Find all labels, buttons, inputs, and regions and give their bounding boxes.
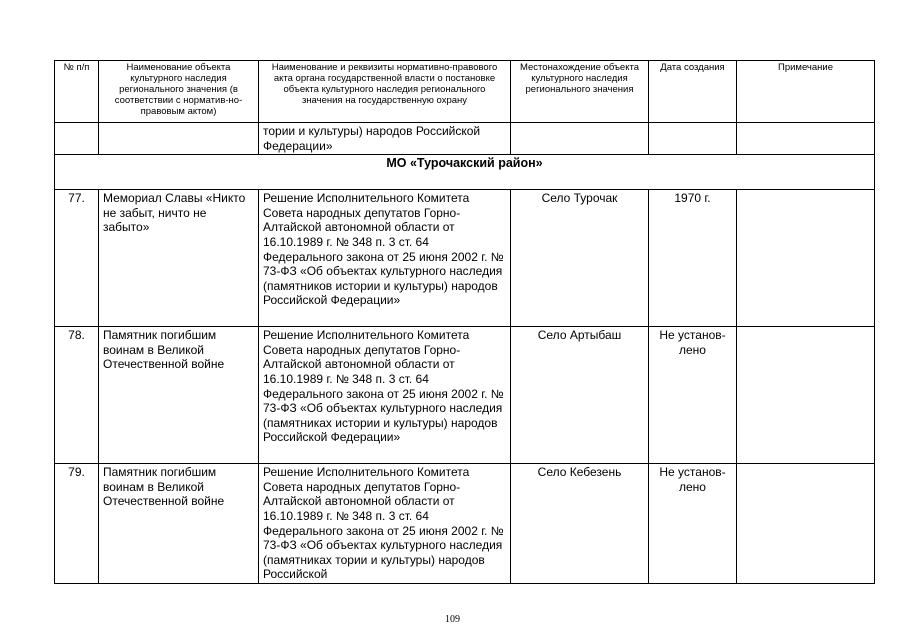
row-name: Памятник погибшим воинам в Великой Отечественной войне bbox=[99, 327, 259, 464]
row-note bbox=[737, 327, 875, 464]
row-num: 77. bbox=[55, 190, 99, 327]
section-title: МО «Турочакский район» bbox=[55, 155, 875, 190]
header-date: Дата создания bbox=[649, 61, 737, 123]
row-date: 1970 г. bbox=[649, 190, 737, 327]
row-note bbox=[737, 464, 875, 584]
row-num: 78. bbox=[55, 327, 99, 464]
table-row bbox=[55, 327, 875, 464]
section-row bbox=[55, 155, 875, 190]
row-location: Село Турочак bbox=[511, 190, 649, 327]
header-name: Наименование объекта культурного наследия регионального значения (в соответствии с норматив-но-правовым актом) bbox=[99, 61, 259, 123]
table-header-row bbox=[55, 61, 875, 123]
row-note bbox=[737, 190, 875, 327]
row-name: Памятник погибшим воинам в Великой Отечественной войне bbox=[99, 464, 259, 584]
header-note: Примечание bbox=[737, 61, 875, 123]
row-act: Решение Исполнительного Комитета Совета народных депутатов Горно-Алтайской автономной области от 16.10.1989 г. № 348 п. 3 ст. 64 Федерального закона от 25 июня 2002 г. № 73-ФЗ «Об объектах культурного наследия (памятниках истории и культуры) народов Российской Федерации» bbox=[259, 327, 511, 464]
header-act: Наименование и реквизиты нормативно-правового акта органа государственной власти о постановке объекта культурного наследия регионального значения на государственную охрану bbox=[259, 61, 511, 123]
continuation-act: тории и культуры) народов Российской Федерации» bbox=[259, 123, 511, 155]
row-name: Мемориал Славы «Никто не забыт, ничто не забыто» bbox=[99, 190, 259, 327]
row-date: Не установ-лено bbox=[649, 327, 737, 464]
row-num: 79. bbox=[55, 464, 99, 584]
row-act: Решение Исполнительного Комитета Совета народных депутатов Горно-Алтайской автономной области от 16.10.1989 г. № 348 п. 3 ст. 64 Федерального закона от 25 июня 2002 г. № 73-ФЗ «Об объектах культурного наследия (памятников истории и культуры) народов Российской Федерации» bbox=[259, 190, 511, 327]
header-location: Местонахождение объекта культурного наследия регионального значения bbox=[511, 61, 649, 123]
monuments-table bbox=[54, 60, 875, 584]
page-number: 109 bbox=[445, 614, 460, 625]
row-act: Решение Исполнительного Комитета Совета народных депутатов Горно-Алтайской автономной области от 16.10.1989 г. № 348 п. 3 ст. 64 Федерального закона от 25 июня 2002 г. № 73-ФЗ «Об объектах культурного наследия (памятниках тории и культуры) народов Российской bbox=[259, 464, 511, 584]
continuation-row bbox=[55, 123, 875, 155]
table-row bbox=[55, 190, 875, 327]
row-location: Село Кебезень bbox=[511, 464, 649, 584]
row-date: Не установ-лено bbox=[649, 464, 737, 584]
header-num: № п/п bbox=[55, 61, 99, 123]
table-row bbox=[55, 464, 875, 584]
row-location: Село Артыбаш bbox=[511, 327, 649, 464]
